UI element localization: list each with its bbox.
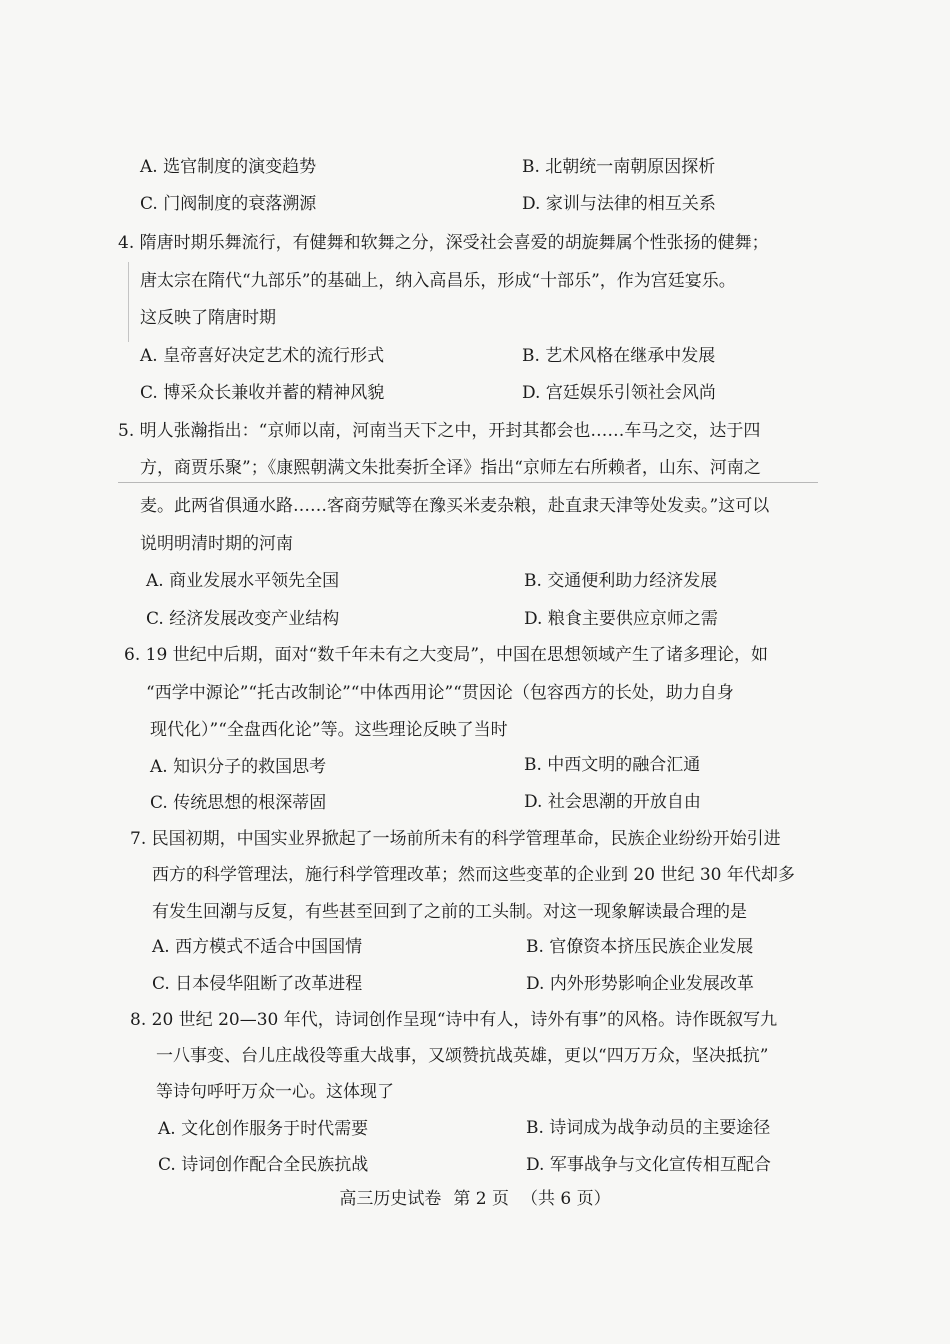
footer-page-number: 第 2 页 xyxy=(453,1189,509,1209)
page-footer xyxy=(0,1188,950,1210)
q7-stem-line: 西方的科学管理法，施行科学管理改革；然而这些变革的企业到 20 世纪 30 年代却多 xyxy=(152,865,795,885)
q8-option-d: D. 军事战争与文化宣传相互配合 xyxy=(526,1155,771,1175)
q7-option-d: D. 内外形势影响企业发展改革 xyxy=(526,974,754,994)
q4-option-d: D. 宫廷娱乐引领社会风尚 xyxy=(522,383,716,403)
q8-stem-line: 8. 20 世纪 20—30 年代，诗词创作呈现“诗中有人，诗外有事”的风格。诗作既叙写九 xyxy=(130,1010,778,1030)
q3-option-a: A. 选官制度的演变趋势 xyxy=(140,157,317,177)
footer-total-pages: （共 6 页） xyxy=(521,1189,611,1209)
q6-stem-line: 现代化）”“全盘西化论”等。这些理论反映了当时 xyxy=(150,720,508,740)
q6-option-a: A. 知识分子的救国思考 xyxy=(150,757,327,777)
q3-option-d: D. 家训与法律的相互关系 xyxy=(522,194,716,214)
q4-option-a: A. 皇帝喜好决定艺术的流行形式 xyxy=(140,346,385,366)
q4-option-c: C. 博采众长兼收并蓄的精神风貌 xyxy=(140,383,385,403)
q7-stem-line: 7. 民国初期，中国实业界掀起了一场前所未有的科学管理革命，民族企业纷纷开始引进 xyxy=(130,829,781,849)
footer-title: 高三历史试卷 xyxy=(339,1189,442,1209)
q4-stem-line: 这反映了隋唐时期 xyxy=(140,308,276,328)
q4-option-b: B. 艺术风格在继承中发展 xyxy=(522,346,716,366)
q6-option-d: D. 社会思潮的开放自由 xyxy=(524,792,701,812)
q5-stem-line: 方，商贾乐聚”；《康熙朝满文朱批奏折全译》指出“京师左右所赖者，山东、河南之 xyxy=(140,458,761,478)
q8-stem-line: 等诗句呼吁万众一心。这体现了 xyxy=(156,1082,394,1102)
q7-stem-line: 有发生回潮与反复，有些甚至回到了之前的工头制。对这一现象解读最合理的是 xyxy=(152,902,747,922)
q8-option-a: A. 文化创作服务于时代需要 xyxy=(158,1119,369,1139)
q7-option-a: A. 西方模式不适合中国国情 xyxy=(152,937,363,957)
q4-stem-line: 4. 隋唐时期乐舞流行，有健舞和软舞之分，深受社会喜爱的胡旋舞属个性张扬的健舞； xyxy=(118,233,769,253)
q6-option-b: B. 中西文明的融合汇通 xyxy=(524,755,701,775)
q8-stem-line: 一八事变、台儿庄战役等重大战事，又颂赞抗战英雄，更以“四万万众，坚决抵抗” xyxy=(156,1046,769,1066)
q5-option-a: A. 商业发展水平领先全国 xyxy=(146,571,340,591)
q4-stem-line: 唐太宗在隋代“九部乐”的基础上，纳入高昌乐，形成“十部乐”，作为宫廷宴乐。 xyxy=(140,271,736,291)
q3-option-c: C. 门阀制度的衰落溯源 xyxy=(140,194,317,214)
q7-option-c: C. 日本侵华阻断了改革进程 xyxy=(152,974,363,994)
q6-option-c: C. 传统思想的根深蒂固 xyxy=(150,793,327,813)
q5-option-b: B. 交通便利助力经济发展 xyxy=(524,571,718,591)
q5-stem-line: 麦。此两省俱通水路……客商劳赋等在豫买米麦杂粮，赴直隶天津等处发卖。”这可以 xyxy=(140,496,770,516)
scan-line xyxy=(118,482,818,483)
q8-option-c: C. 诗词创作配合全民族抗战 xyxy=(158,1155,369,1175)
q7-option-b: B. 官僚资本挤压民族企业发展 xyxy=(526,937,754,957)
q5-option-c: C. 经济发展改变产业结构 xyxy=(146,609,340,629)
q5-stem-line: 说明明清时期的河南 xyxy=(140,534,293,554)
q3-option-b: B. 北朝统一南朝原因探析 xyxy=(522,157,716,177)
scan-line xyxy=(128,262,129,342)
q5-stem-line: 5. 明人张瀚指出：“京师以南，河南当天下之中，开封其都会也……车马之交，达于四 xyxy=(118,421,761,441)
q8-option-b: B. 诗词成为战争动员的主要途径 xyxy=(526,1118,771,1138)
q6-stem-line: 6. 19 世纪中后期，面对“数千年未有之大变局”，中国在思想领域产生了诸多理论，如 xyxy=(124,645,769,665)
q6-stem-line: “西学中源论”“托古改制论”“中体西用论”“贯因论（包容西方的长处，助力自身 xyxy=(146,683,734,703)
q5-option-d: D. 粮食主要供应京师之需 xyxy=(524,609,718,629)
